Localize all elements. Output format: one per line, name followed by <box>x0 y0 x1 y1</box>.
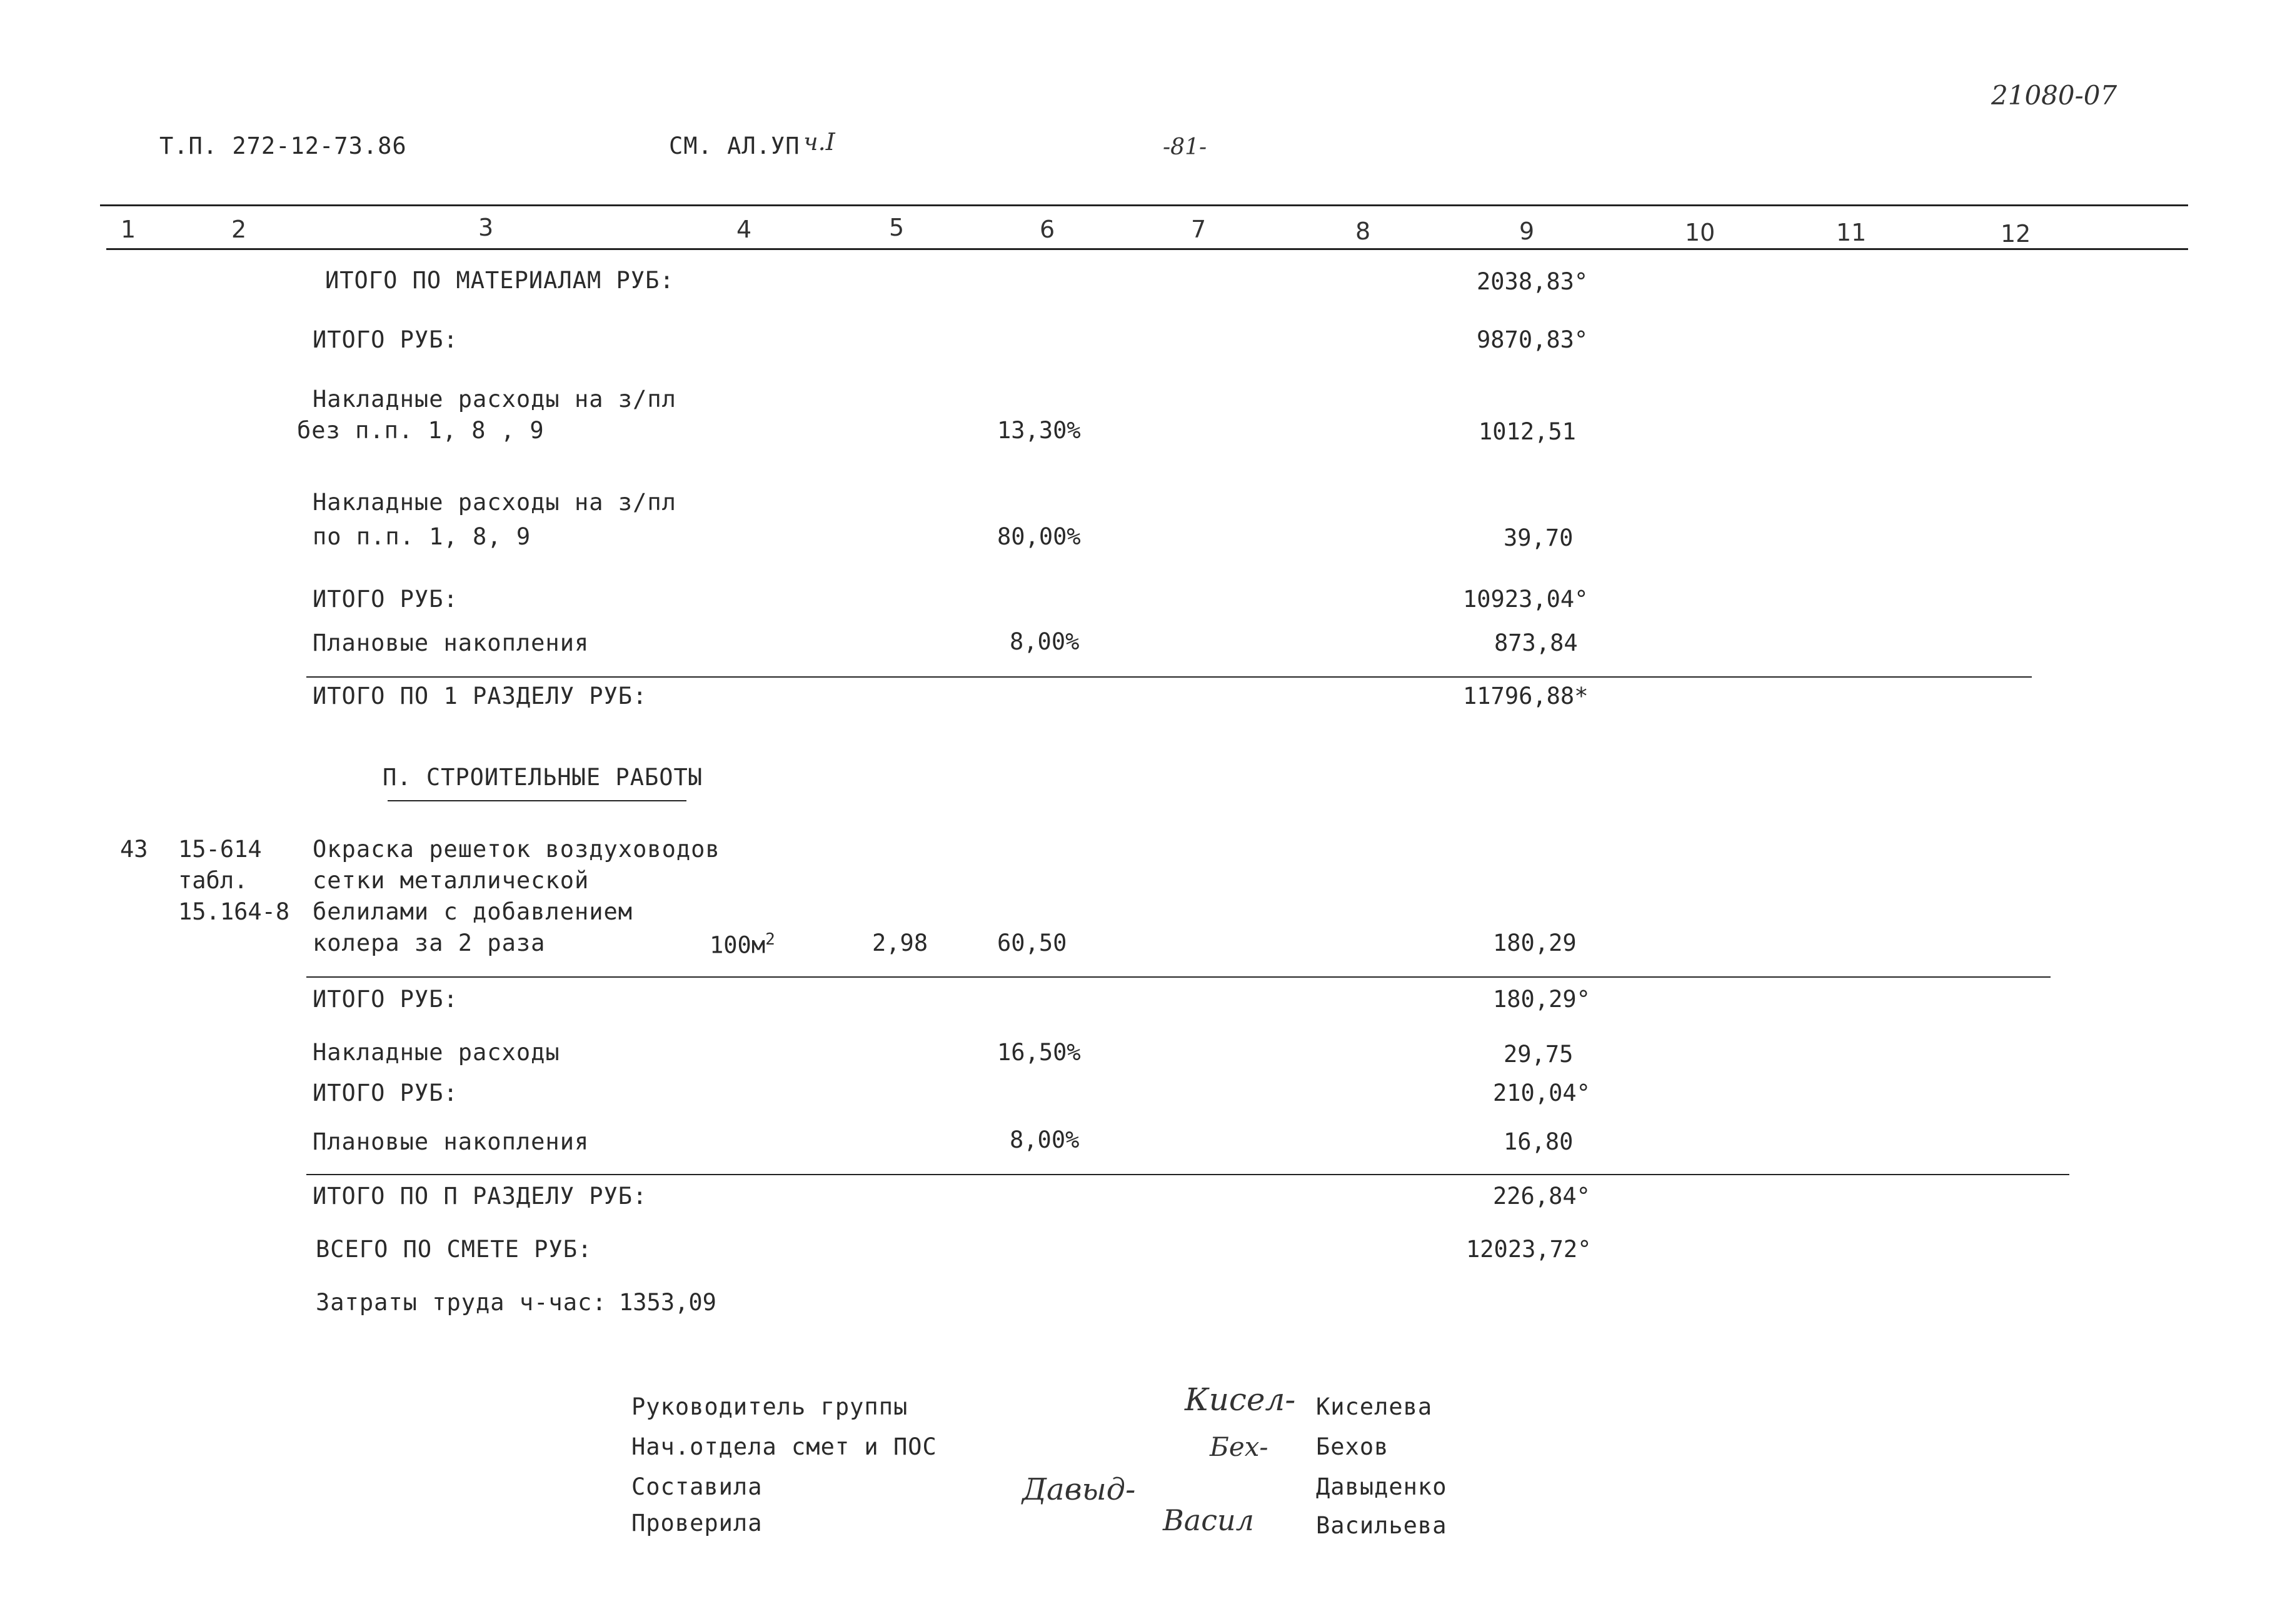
item-code-1: 15-614 <box>178 836 262 863</box>
section1-rule <box>306 676 2032 678</box>
overhead3-label: Накладные расходы <box>313 1039 560 1066</box>
item-quantity: 2,98 <box>872 930 928 956</box>
col-8: 8 <box>1355 218 1371 245</box>
item-code-2: табл. <box>178 867 248 894</box>
name-bekhov: Бехов <box>1316 1433 1389 1460</box>
section2-total-amount: 226,84° <box>1493 1183 1590 1210</box>
planned-savings-label: Плановые накопления <box>313 629 590 656</box>
header-top-rule <box>100 204 2188 206</box>
item-desc-2: сетки металлической <box>313 867 590 894</box>
materials-total-label: ИТОГО ПО МАТЕРИАЛАМ РУБ: <box>325 267 675 294</box>
document-code: 21080-07 <box>1991 80 2117 111</box>
planned-savings-amount: 873,84 <box>1494 629 1578 656</box>
section1-total-label: ИТОГО ПО 1 РАЗДЕЛУ РУБ: <box>313 683 648 709</box>
total-label: ИТОГО РУБ: <box>313 326 458 353</box>
role-compiled: Составила <box>631 1473 763 1500</box>
name-vasilyeva: Васильева <box>1316 1512 1447 1539</box>
col-10: 10 <box>1685 219 1715 246</box>
grand-total-amount: 12023,72° <box>1466 1236 1592 1263</box>
section2-heading: П. СТРОИТЕЛЬНЫЕ РАБОТЫ <box>383 764 703 791</box>
sm-suffix: ч.I <box>803 128 835 156</box>
total-amount: 9870,83° <box>1477 326 1589 353</box>
overhead2-label-2: по п.п. 1, 8, 9 <box>313 523 531 550</box>
section2-total-rule <box>306 1174 2069 1175</box>
header-bottom-rule <box>106 248 2188 250</box>
signature-bekhov: Бех- <box>1210 1431 1268 1462</box>
col-6: 6 <box>1040 216 1055 243</box>
col-3: 3 <box>478 214 494 241</box>
total2-amount: 10923,04° <box>1463 586 1589 613</box>
item-desc-1: Окраска решеток воздуховодов <box>313 836 720 863</box>
item-number: 43 <box>120 836 148 863</box>
section2-underline <box>388 800 686 801</box>
tp-label: Т.П. 272-12-73.86 <box>159 133 407 159</box>
planned-savings-rate: 8,00% <box>1010 628 1080 655</box>
col-2: 2 <box>231 216 247 243</box>
overhead3-amount: 29,75 <box>1504 1041 1574 1068</box>
item-amount: 180,29 <box>1493 930 1577 956</box>
col-7: 7 <box>1191 216 1207 243</box>
grand-total-label: ВСЕГО ПО СМЕТЕ РУБ: <box>316 1236 593 1263</box>
col-12: 12 <box>2001 220 2031 248</box>
overhead2-rate: 80,00% <box>997 523 1081 550</box>
materials-total-amount: 2038,83° <box>1477 268 1589 295</box>
sm-label: СМ. АЛ.УП <box>669 133 800 159</box>
col-11: 11 <box>1836 219 1867 246</box>
name-kiseleva: Киселева <box>1316 1393 1433 1420</box>
page-number: -81- <box>1163 134 1207 160</box>
name-davydenko: Давыденко <box>1316 1473 1447 1500</box>
item-unit: $100м^2$ <box>710 930 775 959</box>
overhead-rate: 13,30% <box>997 417 1081 444</box>
role-dept-head: Нач.отдела смет и ПОС <box>631 1433 937 1460</box>
total4-label: ИТОГО РУБ: <box>313 1080 458 1106</box>
total4-amount: 210,04° <box>1493 1080 1590 1106</box>
role-checked: Проверила <box>631 1510 763 1536</box>
section1-total-amount: 11796,88* <box>1463 683 1589 709</box>
col-1: 1 <box>121 216 136 243</box>
item-code-3: 15.164-8 <box>178 898 290 925</box>
total2-label: ИТОГО РУБ: <box>313 586 458 613</box>
item-price: 60,50 <box>997 930 1067 956</box>
overhead-amount: 1012,51 <box>1479 418 1576 445</box>
signature-davydenko: Давыд- <box>1022 1472 1136 1507</box>
planned-savings2-amount: 16,80 <box>1504 1128 1574 1155</box>
signature-kiseleva: Кисел- <box>1185 1381 1296 1418</box>
overhead-label-2: без п.п. 1, 8 , 9 <box>297 417 545 444</box>
col-5: 5 <box>889 214 905 241</box>
labor-label: Затраты труда ч-час: <box>316 1289 607 1316</box>
total3-amount: 180,29° <box>1493 986 1590 1013</box>
section2-total-label: ИТОГО ПО П РАЗДЕЛУ РУБ: <box>313 1183 648 1210</box>
role-group-head: Руководитель группы <box>631 1393 908 1420</box>
col-4: 4 <box>736 216 752 243</box>
overhead2-label-1: Накладные расходы на з/пл <box>313 489 676 516</box>
signature-vasilyeva: Васил <box>1163 1503 1254 1537</box>
overhead2-amount: 39,70 <box>1504 524 1574 551</box>
labor-value: 1353,09 <box>619 1289 716 1316</box>
item-desc-4: колера за 2 раза <box>313 930 546 956</box>
item-desc-3: белилами с добавлением <box>313 898 633 925</box>
col-9: 9 <box>1519 218 1535 245</box>
planned-savings2-label: Плановые накопления <box>313 1128 590 1155</box>
item-rule <box>306 976 2051 978</box>
overhead3-rate: 16,50% <box>997 1039 1081 1066</box>
total3-label: ИТОГО РУБ: <box>313 986 458 1013</box>
planned-savings2-rate: 8,00% <box>1010 1126 1080 1153</box>
overhead-label-1: Накладные расходы на з/пл <box>313 386 676 413</box>
